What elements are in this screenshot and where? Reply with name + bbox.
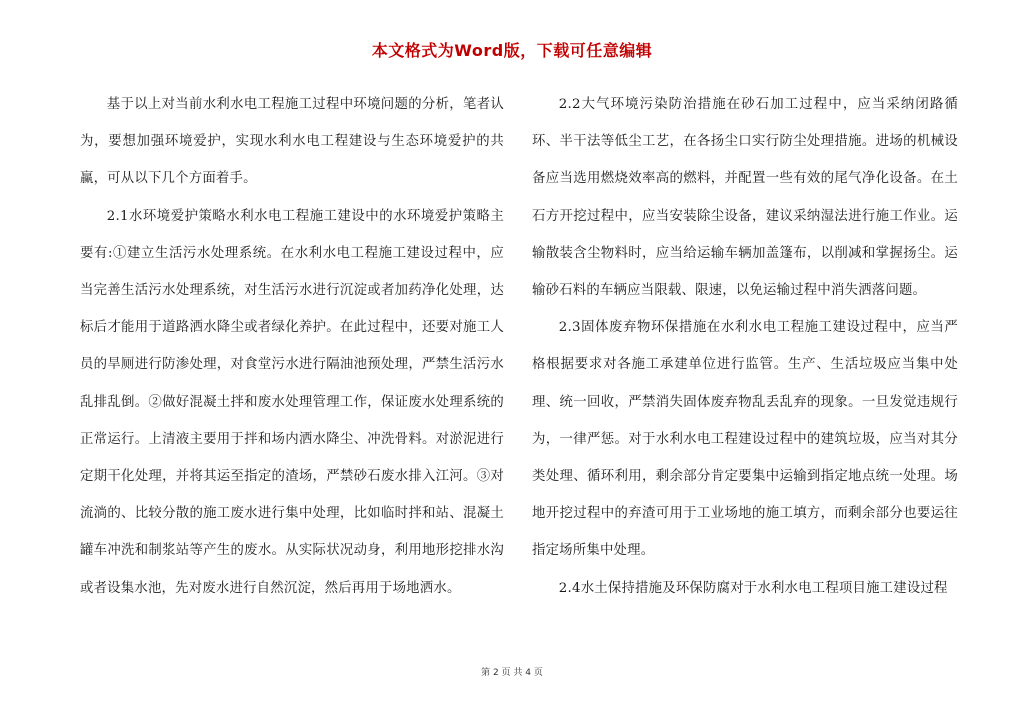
- paragraph-solid-waste: 2.3固体废弃物环保措施在水利水电工程施工建设过程中，应当严格根据要求对各施工承建单位进行监管。生产、生活垃圾应当集中处理、统一回收，严禁消失固体废弃物乱丢乱弃的现象。一旦发觉违规行为，一律严惩。对于水利水电工程建设过程中的建筑垃圾，应当对其分类处理、循环利用，剩余部分肯定要集中运输到指定地点统一处理。场地开挖过程中的弃渣可用于工业场地的施工填方，而剩余部分也要运往指定场所集中处理。: [532, 320, 958, 559]
- left-text-column: [80, 86, 504, 607]
- right-text-column: [532, 86, 958, 607]
- document-banner: 本文格式为Word版，下载可任意编辑: [371, 41, 653, 60]
- page-number-footer: 第 2 页 共 4 页: [481, 668, 543, 678]
- paragraph-water-protection: 2.1水环境爱护策略水利水电工程施工建设中的水环境爱护策略主要有:①建立生活污水处理系统。在水利水电工程施工建设过程中，应当完善生活污水处理系统，对生活污水进行沉淀或者加药净化处理，达标后才能用于道路洒水降尘或者绿化养护。在此过程中，还要对施工人员的旱厕进行防渗处理，对食堂污水进行隔油池预处理，严禁生活污水乱排乱倒。②做好混凝土拌和废水处理管理工作，保证废水处理系统的正常运行。上清液主要用于拌和场内洒水降尘、冲洗骨料。对淤泥进行定期干化处理，并将其运至指定的渣场，严禁砂石废水排入江河。③对流淌的、比较分散的施工废水进行集中处理，比如临时拌和站、混凝土罐车冲洗和制浆站等产生的废水。从实际状况动身，利用地形挖排水沟或者设集水池，先对废水进行自然沉淀，然后再用于场地洒水。: [80, 208, 504, 596]
- paragraph-intro: 基于以上对当前水利水电工程施工过程中环境问题的分析，笔者认为，要想加强环境爱护，实现水利水电工程建设与生态环境爱护的共赢，可从以下几个方面着手。: [80, 97, 504, 187]
- paragraph-soil-conservation: 2.4水土保持措施及环保防腐对于水利水电工程项目施工建设过程: [558, 580, 948, 596]
- paragraph-air-pollution: 2.2大气环境污染防治措施在砂石加工过程中，应当采纳闭路循环、半干法等低尘工艺，在各扬尘口实行防尘处理措施。进场的机械设备应当选用燃烧效率高的燃料，并配置一些有效的尾气净化设备。在土石方开挖过程中，应当安装除尘设备，建议采纳湿法进行施工作业。运输散装含尘物料时，应当给运输车辆加盖篷布，以削减和掌握扬尘。运输砂石料的车辆应当限载、限速，以免运输过程中消失洒落问题。: [532, 97, 958, 299]
